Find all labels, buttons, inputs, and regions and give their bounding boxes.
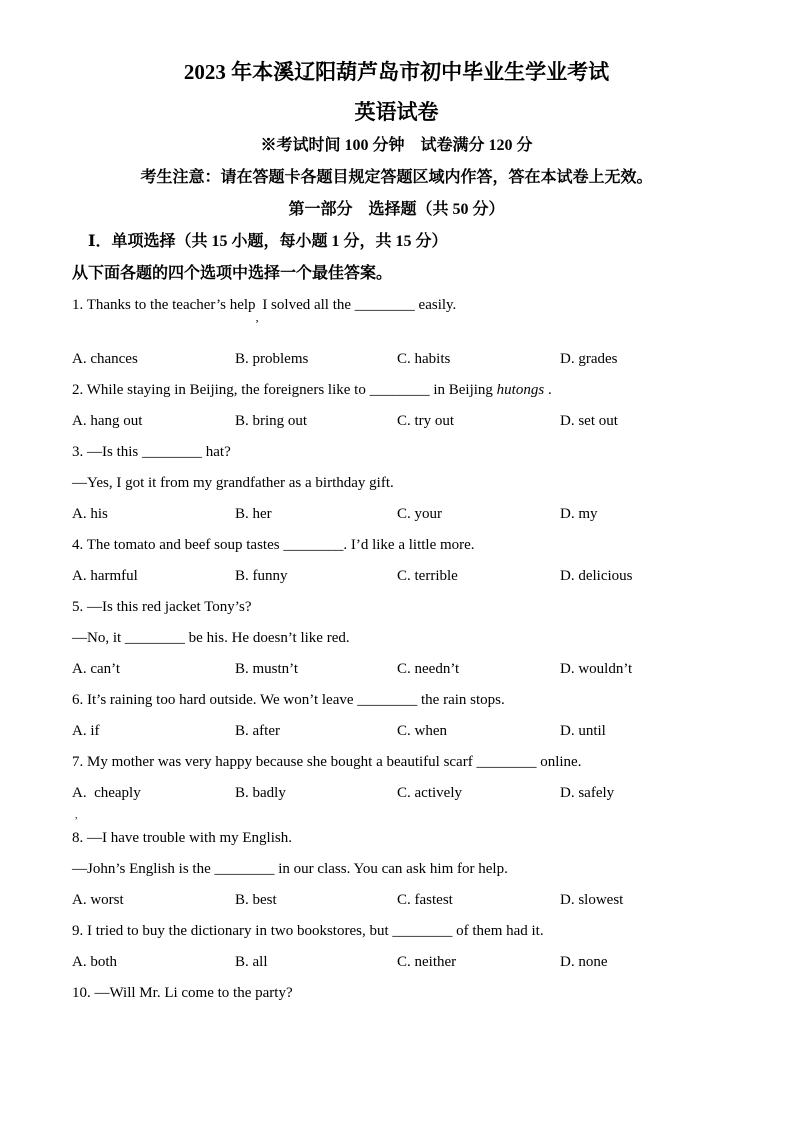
question-7-option-b: B. badly: [235, 784, 286, 801]
question-6-option-d: D. until: [560, 722, 606, 739]
question-1-option-c: C. habits: [397, 350, 451, 367]
exam-title: 2023 年本溪辽阳葫芦岛市初中毕业生学业考试: [183, 60, 610, 84]
question-1-options: [72, 344, 721, 375]
question-3-stem: 3. —Is this ________ hat?: [72, 443, 231, 460]
question-9-options: [72, 947, 721, 978]
question-1-stem: [72, 290, 721, 333]
question-3-option-c: C. your: [397, 505, 442, 522]
question-8-options: [72, 885, 721, 916]
section-one-instruction: 从下面各题的四个选项中选择一个最佳答案。: [72, 265, 393, 282]
question-7-options: [72, 778, 721, 809]
question-6-option-a: A. if: [72, 722, 100, 739]
question-4: [72, 530, 721, 592]
question-1-option-a: A. chances: [72, 350, 138, 367]
question-9-stem: 9. I tried to buy the dictionary in two bookstores, but ________ of them had it.: [72, 922, 544, 939]
question-2-stem-rest: .: [544, 381, 552, 398]
question-5-option-a: A. can’t: [72, 660, 121, 677]
question-7-option-d: D. safely: [560, 784, 615, 801]
question-2-option-c: C. try out: [397, 412, 455, 429]
stray-comma-mark: ,: [75, 809, 78, 821]
part-one-heading: 第一部分 选择题（共 50 分）: [288, 201, 505, 218]
question-5-option-b: B. mustn’t: [235, 660, 299, 677]
question-8-option-a: A. worst: [72, 891, 124, 908]
question-3-option-a: A. his: [72, 505, 108, 522]
question-8-stem: 8. —I have trouble with my English.: [72, 829, 292, 846]
question-1-low-comma: ,: [255, 309, 259, 324]
question-8-option-c: C. fastest: [397, 891, 453, 908]
question-8: [72, 823, 721, 916]
question-2-option-d: D. set out: [560, 412, 618, 429]
question-3-option-b: B. her: [235, 505, 272, 522]
question-1-option-d: D. grades: [560, 350, 618, 367]
question-4-options: [72, 561, 721, 592]
question-7-option-c: C. actively: [397, 784, 462, 801]
question-5-options: [72, 654, 721, 685]
question-2-option-b: B. bring out: [235, 412, 308, 429]
question-5: [72, 592, 721, 685]
question-3-reply: —Yes, I got it from my grandfather as a birthday gift.: [72, 474, 394, 491]
question-7-option-a: A. cheaply: [72, 784, 141, 801]
question-8-reply: —John’s English is the ________ in our class. You can ask him for help.: [72, 860, 508, 877]
question-8-option-d: D. slowest: [560, 891, 624, 908]
question-7-stem: 7. My mother was very happy because she bought a beautiful scarf ________ online.: [72, 753, 582, 770]
question-1-stem-rest: I solved all the ________ easily.: [258, 297, 457, 313]
question-5-option-d: D. wouldn’t: [560, 660, 633, 677]
question-3-options: [72, 499, 721, 530]
question-2-stem: [72, 375, 721, 406]
question-9-option-d: D. none: [560, 953, 608, 970]
question-2-italic-word: hutongs: [496, 381, 545, 398]
exam-subtitle: 英语试卷: [354, 100, 439, 124]
question-10-stem: 10. —Will Mr. Li come to the party?: [72, 984, 293, 1001]
question-2-options: [72, 406, 721, 437]
question-9-option-c: C. neither: [397, 953, 457, 970]
question-3-option-d: D. my: [560, 505, 598, 522]
question-4-option-b: B. funny: [235, 567, 288, 584]
question-7: [72, 747, 721, 823]
question-5-reply: —No, it ________ be his. He doesn’t like red.: [72, 629, 350, 646]
question-5-option-c: C. needn’t: [397, 660, 460, 677]
section-one-heading: Ⅰ．单项选择（共 15 小题，每小题 1 分，共 15 分）: [88, 233, 448, 250]
question-4-option-a: A. harmful: [72, 567, 138, 584]
question-1-stem-text: 1. Thanks to the teacher’s help: [72, 297, 256, 313]
question-9-option-a: A. both: [72, 953, 117, 970]
question-4-option-c: C. terrible: [397, 567, 458, 584]
question-4-stem: 4. The tomato and beef soup tastes ________. I’d like a little more.: [72, 536, 475, 553]
question-2: [72, 375, 721, 437]
question-6: [72, 685, 721, 747]
question-1: [72, 290, 721, 375]
question-9: [72, 916, 721, 978]
candidate-notice: 考生注意：请在答题卡各题目规定答题区域内作答，答在本试卷上无效。: [140, 169, 653, 186]
question-4-option-d: D. delicious: [560, 567, 633, 584]
question-1-option-b: B. problems: [235, 350, 309, 367]
question-10: [72, 978, 721, 1009]
question-3: [72, 437, 721, 530]
question-6-stem: 6. It’s raining too hard outside. We won’t leave ________ the rain stops.: [72, 691, 505, 708]
question-9-option-b: B. all: [235, 953, 268, 970]
question-2-stem-text: 2. While staying in Beijing, the foreigners like to ________ in Beijing: [72, 381, 497, 398]
question-5-stem: 5. —Is this red jacket Tony’s?: [72, 598, 252, 615]
exam-time-score-info: ※考试时间 100 分钟 试卷满分 120 分: [260, 137, 533, 154]
question-6-options: [72, 716, 721, 747]
question-6-option-b: B. after: [235, 722, 280, 739]
question-6-option-c: C. when: [397, 722, 447, 739]
question-2-option-a: A. hang out: [72, 412, 143, 429]
question-8-option-b: B. best: [235, 891, 277, 908]
